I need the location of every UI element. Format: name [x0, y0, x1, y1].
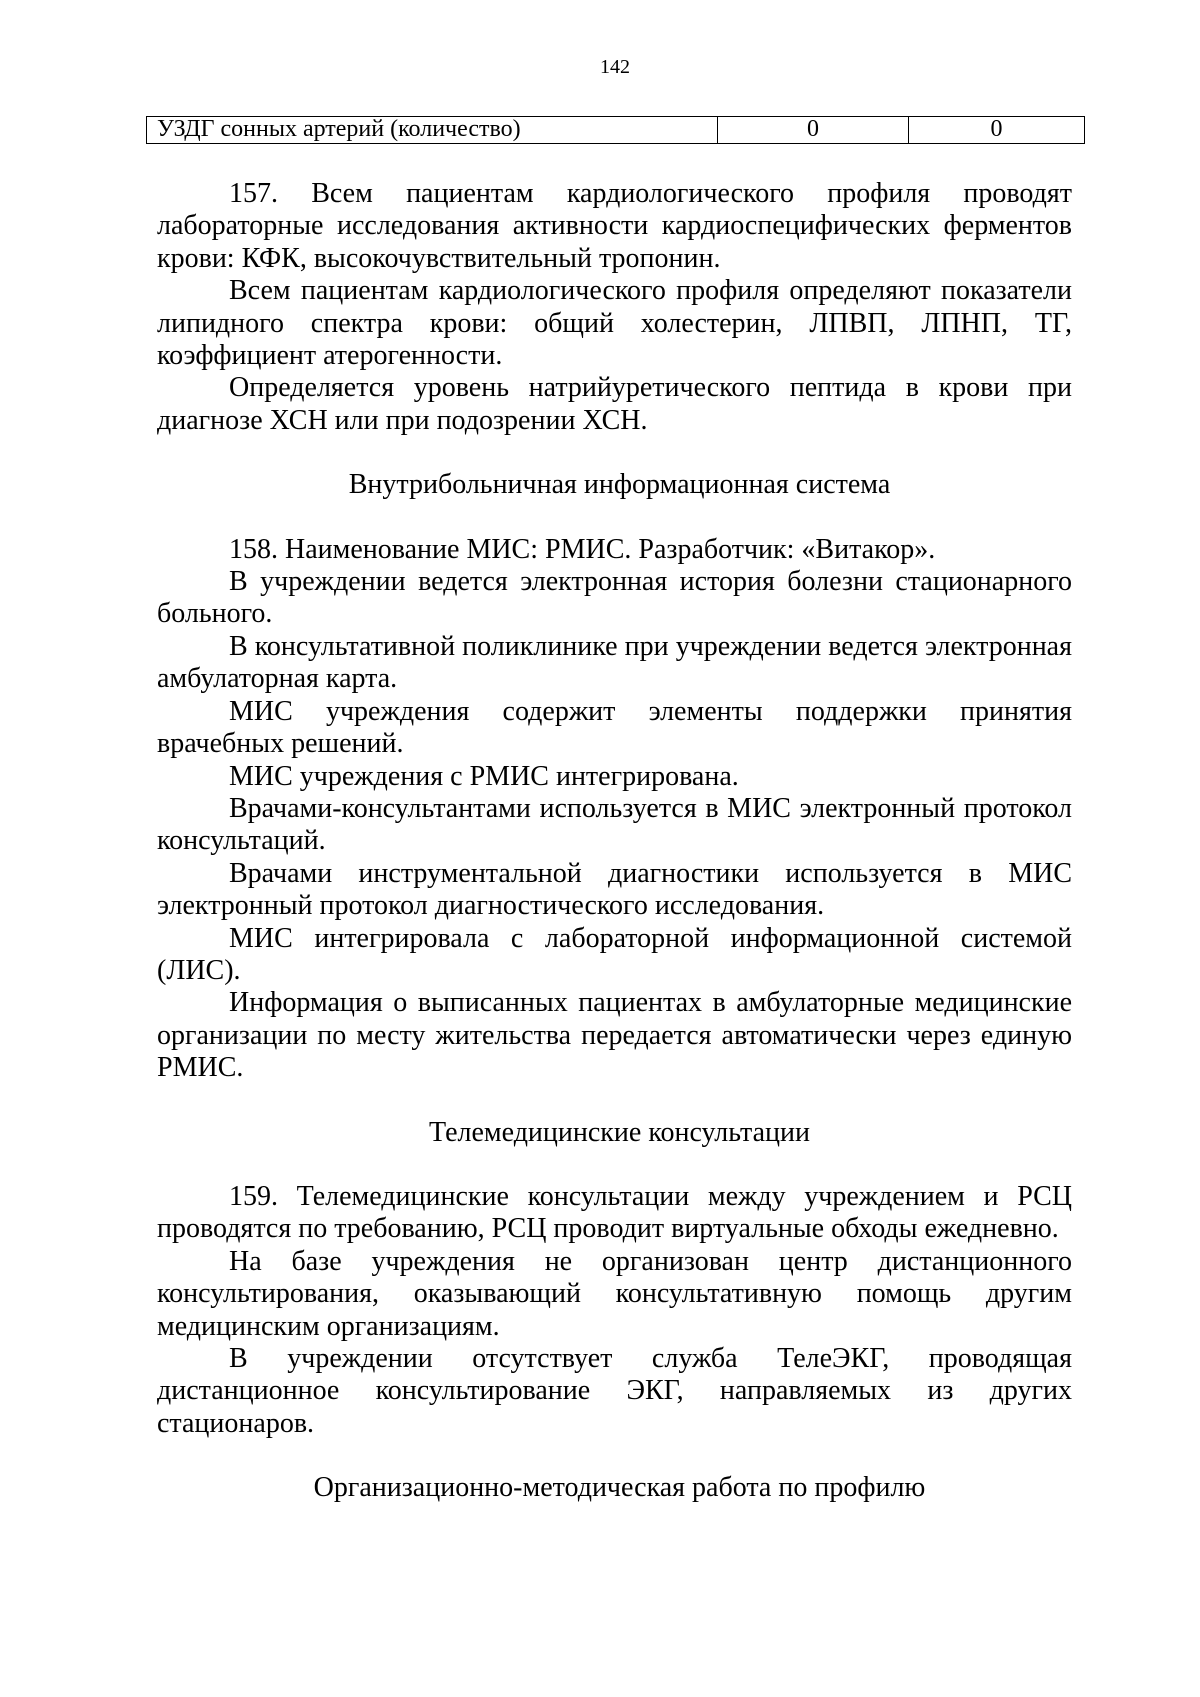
paragraph-decision-support: МИС учреждения содержит элементы поддержки принятия врачебных решений. [157, 695, 1072, 760]
paragraph-rmis-integration: МИС учреждения с РМИС интегрирована. [229, 760, 739, 792]
table-cell-value: 0 [718, 117, 909, 144]
paragraph-158: 158. Наименование МИС: РМИС. Разработчик: «Витакор». [229, 533, 936, 565]
page-number: 142 [600, 56, 630, 78]
section-heading-telemedicine: Телемедицинские консультации [429, 1116, 810, 1148]
paragraph-natriuretic-peptide: Определяется уровень натрийуретического пептида в крови при диагнозе ХСН или при подозрении ХСН. [157, 372, 1072, 436]
paragraph-electronic-history: В учреждении ведется электронная история болезни стационарного больного. [157, 566, 1072, 630]
paragraph-ambulatory-card: В консультативной поликлинике при учреждении ведется электронная амбулаторная карта. [157, 630, 1072, 695]
summary-table [146, 116, 1085, 144]
paragraph-157: 157. Всем пациентам кардиологического профиля проводят лабораторные исследования активности кардиоспецифических ферментов крови: КФК, высокочувствительный тропонин. [157, 178, 1072, 274]
paragraph-lipid-spectrum: Всем пациентам кардиологического профиля определяют показатели липидного спектра крови: общий холестерин, ЛПВП, ЛПНП, ТГ, коэффициент атерогенности. [157, 275, 1072, 372]
table-cell-value: 0 [909, 117, 1085, 144]
section-heading-organizational-work: Организационно-методическая работа по профилю [313, 1472, 926, 1504]
table-row [147, 117, 1085, 144]
document-body [157, 178, 1072, 1537]
paragraph-lis-integration: МИС интегрировала с лабораторной информационной системой (ЛИС). [157, 922, 1072, 986]
paragraph-tele-ecg: В учреждении отсутствует служба ТелеЭКГ, проводящая дистанционное консультирование ЭКГ, направляемых из других стационаров. [157, 1343, 1072, 1439]
section-heading-information-system: Внутрибольничная информационная система [348, 469, 891, 501]
paragraph-consultation-protocol: Врачами-консультантами используется в МИС электронный протокол консультаций. [157, 792, 1072, 857]
paragraph-remote-center: На базе учреждения не организован центр дистанционного консультирования, оказывающий консультативную помощь другим медицинским организациям. [157, 1245, 1072, 1342]
table-cell-label: УЗДГ сонных артерий (количество) [147, 117, 718, 144]
paragraph-diagnostics-protocol: Врачами инструментальной диагностики используется в МИС электронный протокол диагностического исследования. [157, 857, 1072, 922]
paragraph-discharge-transfer: Информация о выписанных пациентах в амбулаторные медицинские организации по месту жительства передается автоматически через единую РМИС. [157, 987, 1072, 1084]
paragraph-159: 159. Телемедицинские консультации между учреждением и РСЦ проводятся по требованию, РСЦ проводит виртуальные обходы ежедневно. [157, 1180, 1072, 1245]
